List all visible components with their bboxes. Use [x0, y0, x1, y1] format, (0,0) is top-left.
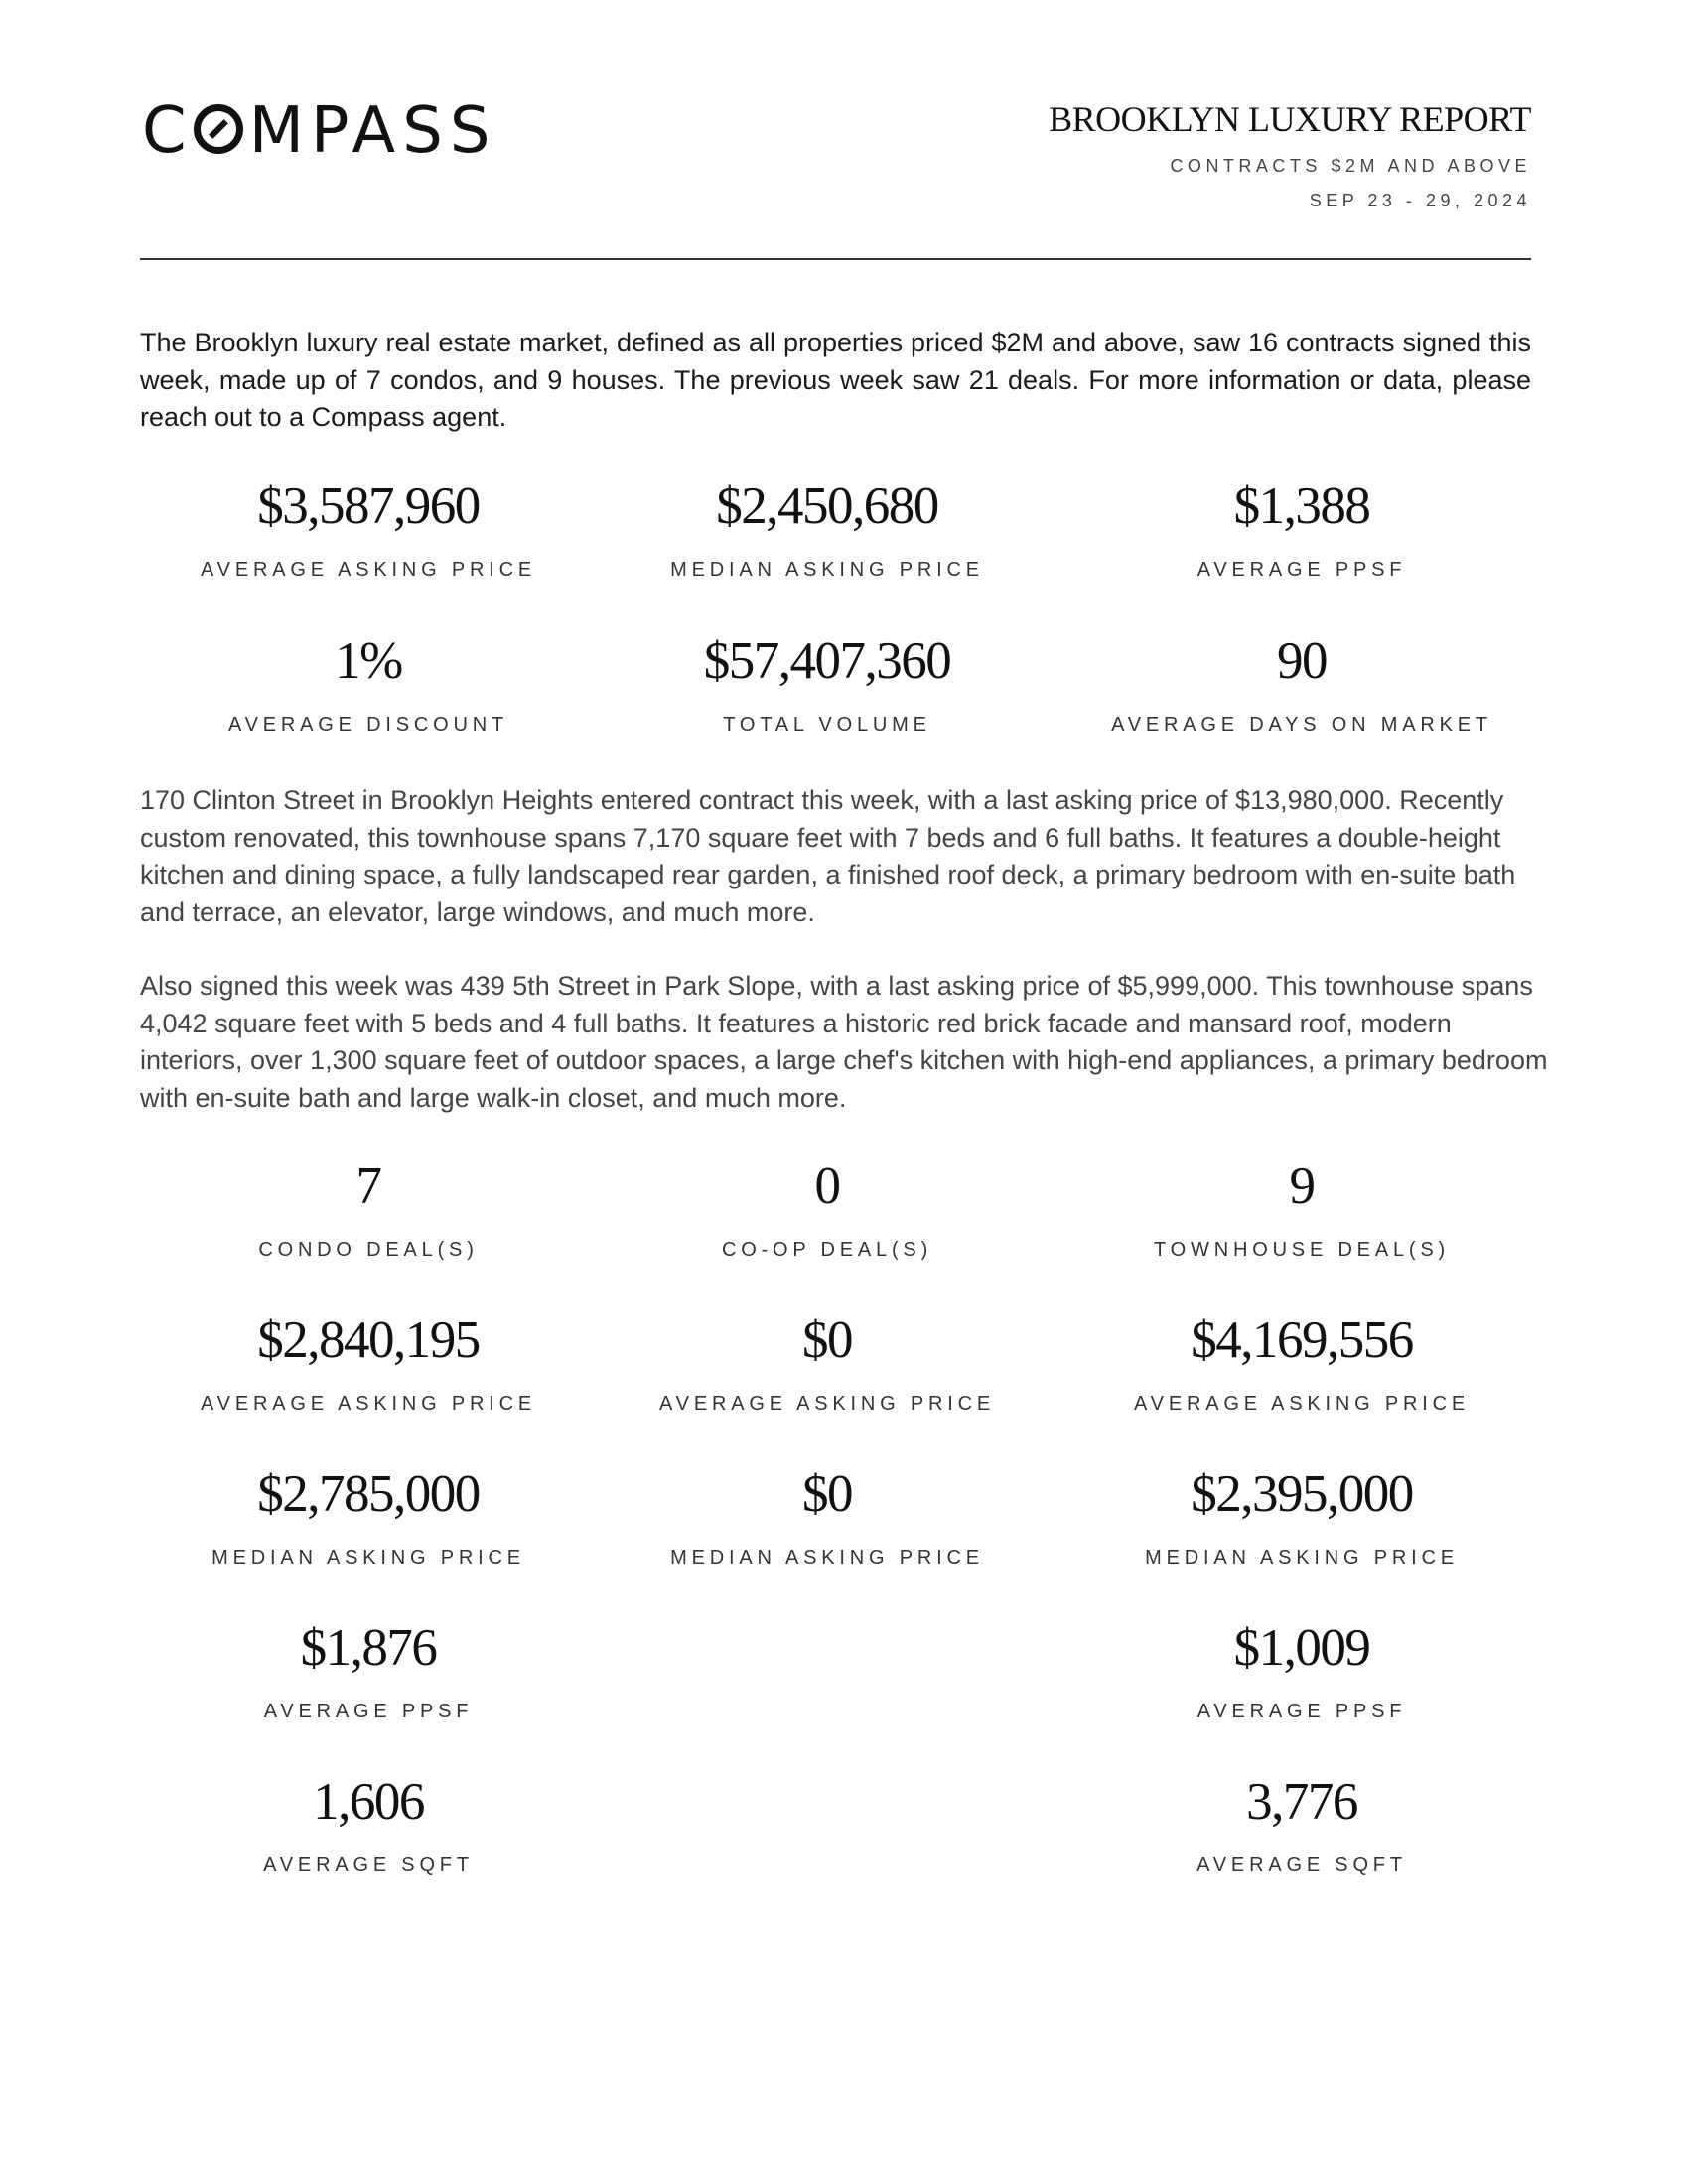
stat-value: $2,785,000 [257, 1465, 480, 1523]
report-subtitle: CONTRACTS $2M AND ABOVE [1170, 156, 1531, 176]
stat-value: $2,840,195 [257, 1311, 480, 1369]
stat-value: $1,009 [1233, 1619, 1370, 1677]
stat-median-asking-price [599, 477, 1055, 582]
townhouse-average-asking-price [1073, 1310, 1530, 1416]
stat-label: AVERAGE SQFT [1196, 1854, 1407, 1876]
stat-label: AVERAGE ASKING PRICE [201, 559, 536, 581]
header-divider [140, 258, 1531, 260]
stat-value: 9 [1289, 1158, 1315, 1215]
coop-average-asking-price [599, 1310, 1055, 1416]
stat-average-ppsf [1073, 477, 1530, 582]
condo-average-ppsf [140, 1618, 597, 1723]
stat-value: $57,407,360 [703, 632, 951, 690]
report-date-range: SEP 23 - 29, 2024 [1309, 191, 1531, 210]
townhouse-deals [1073, 1157, 1530, 1262]
coop-deals [599, 1157, 1055, 1262]
stat-value: $0 [802, 1311, 852, 1369]
stat-average-asking-price [140, 477, 597, 582]
townhouse-average-sqft [1073, 1772, 1530, 1877]
condo-median-asking-price [140, 1464, 597, 1570]
stat-value: 1% [335, 632, 402, 690]
townhouse-median-asking-price [1073, 1464, 1530, 1570]
stat-value: 0 [814, 1158, 840, 1215]
stat-value: $4,169,556 [1191, 1311, 1413, 1369]
stat-label: AVERAGE PPSF [263, 1701, 474, 1722]
highlight-paragraph-1: 170 Clinton Street in Brooklyn Heights entered contract this week, with a last asking price of $13,980,000. Recently custom renovated, this townhouse spans 7,170 square feet with 7 beds and 6 full baths. It features a double-height kitchen and dining space, a fully landscaped rear garden, a finished roof deck, a primary bedroom with en-suite bath and terrace, an elevator, large windows, and much more. [140, 785, 1516, 927]
stat-value: $0 [802, 1465, 852, 1523]
stat-label: TOTAL VOLUME [723, 714, 931, 736]
coop-median-asking-price [599, 1464, 1055, 1570]
stat-label: MEDIAN ASKING PRICE [211, 1547, 525, 1569]
stat-label: AVERAGE PPSF [1196, 1701, 1407, 1722]
stat-value: 1,606 [313, 1773, 424, 1831]
stat-label: AVERAGE SQFT [263, 1854, 474, 1876]
highlight-paragraph-2: Also signed this week was 439 5th Street in Park Slope, with a last asking price of $5,999,000. This townhouse spans 4,042 square feet with 5 beds and 4 full baths. It features a historic red brick facade and mansard roof, modern interiors, over 1,300 square feet of outdoor spaces, a large chef's kitchen with high-end appliances, a primary bedroom with en-suite bath and large walk-in closet, and much more. [140, 971, 1548, 1113]
stat-label: TOWNHOUSE DEAL(S) [1154, 1239, 1450, 1261]
condo-average-asking-price [140, 1310, 597, 1416]
stat-label: AVERAGE DAYS ON MARKET [1111, 714, 1492, 736]
stat-value: $2,450,680 [716, 478, 938, 535]
stat-value: $1,388 [1233, 478, 1370, 535]
stat-value: 3,776 [1246, 1773, 1357, 1831]
stat-label: CO-OP DEAL(S) [721, 1239, 933, 1261]
stat-value: $1,876 [300, 1619, 437, 1677]
stat-value: $3,587,960 [257, 478, 480, 535]
condo-deals [140, 1157, 597, 1262]
stat-label: MEDIAN ASKING PRICE [1145, 1547, 1459, 1569]
stat-value: 7 [355, 1158, 381, 1215]
stat-value: $2,395,000 [1191, 1465, 1413, 1523]
intro-paragraph: The Brooklyn luxury real estate market, defined as all properties priced $2M and above, saw 16 contracts signed this week, made up of 7 condos, and 9 houses. The previous week saw 21 deals. For more information or data, please reach out to a Compass agent. [140, 328, 1531, 432]
report-header [1049, 97, 1531, 211]
report-title: BROOKLYN LUXURY REPORT [1049, 99, 1531, 139]
stat-label: AVERAGE ASKING PRICE [1134, 1393, 1470, 1415]
stat-label: MEDIAN ASKING PRICE [670, 1547, 984, 1569]
stat-label: CONDO DEAL(S) [258, 1239, 479, 1261]
stat-value: 90 [1277, 632, 1327, 690]
stat-label: AVERAGE ASKING PRICE [659, 1393, 995, 1415]
compass-logo: C MPASS [142, 94, 497, 168]
compass-o-icon [194, 104, 243, 154]
condo-average-sqft [140, 1772, 597, 1877]
stat-label: AVERAGE ASKING PRICE [201, 1393, 536, 1415]
townhouse-average-ppsf [1073, 1618, 1530, 1723]
stat-average-days-on-market [1073, 631, 1530, 737]
stat-label: AVERAGE PPSF [1196, 559, 1407, 581]
stat-label: MEDIAN ASKING PRICE [670, 559, 984, 581]
stat-total-volume [599, 631, 1055, 737]
stat-average-discount [140, 631, 597, 737]
stat-label: AVERAGE DISCOUNT [227, 714, 508, 736]
